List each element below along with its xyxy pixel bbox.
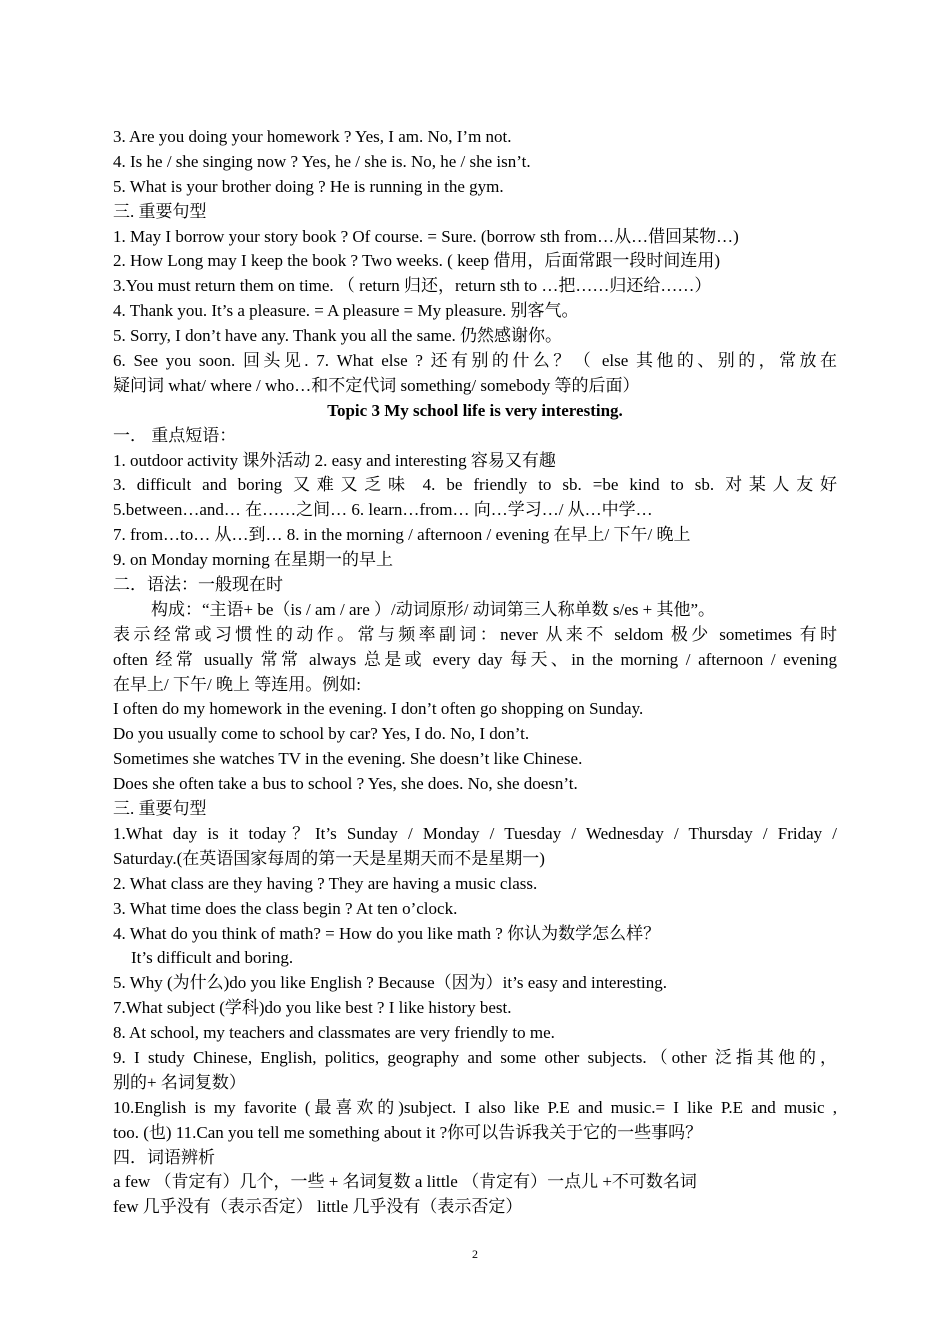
text-line: 5. What is your brother doing ? He is running in the gym.: [113, 176, 504, 196]
text-line: 1.What day is it today？It’s Sunday / Monday / Tuesday / Wednesday / Thursday / Friday /: [113, 823, 837, 843]
text-line: 3. difficult and boring 又难又乏味 4. be friendly to sb. =be kind to sb. 对某人友好: [113, 475, 837, 495]
section-heading: 四．词语辨析: [113, 1147, 215, 1167]
text-line: 4. What do you think of math? = How do you like math ? 你认为数学怎么样？: [113, 923, 661, 943]
topic-title: Topic 3 My school life is very interesting.: [327, 400, 623, 420]
text-line: 5. Why (为什么)do you like English ? Because（因为）it’s easy and interesting.: [113, 973, 667, 993]
text-line: 9. I study Chinese, English, politics, geography and some other subjects.（other 泛指其他的，: [113, 1047, 837, 1067]
text-line: 9. on Monday morning 在星期一的早上: [113, 550, 394, 570]
text-line: It’s difficult and boring.: [131, 948, 294, 968]
text-line: 3. Are you doing your homework ? Yes, I am. No, I’m not.: [113, 127, 512, 146]
section-heading: 二．语法：一般现在时: [113, 575, 283, 595]
text-line: too. (也) 11.Can you tell me something about it ?你可以告诉我关于它的一些事吗？: [113, 1122, 703, 1142]
text-line: 7. from…to… 从…到… 8. in the morning / afternoon / evening 在早上/ 下午/ 晚上: [113, 525, 691, 545]
text-line: Do you usually come to school by car? Yes, I do. No, I don’t.: [113, 724, 530, 744]
text-line: 2. How Long may I keep the book ? Two weeks. ( keep 借用，后面常跟一段时间连用): [113, 251, 721, 271]
text-line: 7.What subject (学科)do you like best ? I like history best.: [113, 998, 512, 1018]
text-line: 在早上/ 下午/ 晚上 等连用。例如:: [113, 674, 361, 694]
text-line: 2. What class are they having ? They are having a music class.: [113, 873, 538, 893]
text-line: 5.between…and… 在……之间… 6. learn…from… 向…学习…/ 从…中学…: [113, 500, 653, 520]
text-line: few 几乎没有（表示否定） little 几乎没有（表示否定）: [113, 1197, 523, 1217]
text-line: Does she often take a bus to school ? Yes, she does. No, she doesn’t.: [113, 774, 578, 794]
text-line: 5. Sorry, I don’t have any. Thank you all the same. 仍然感谢你。: [113, 326, 563, 346]
text-line: a few （肯定有）几个，一些 + 名词复数 a little （肯定有）一点儿 +不可数名词: [113, 1172, 697, 1192]
text-line: Sometimes she watches TV in the evening. She doesn’t like Chinese.: [113, 749, 583, 769]
text-line: 构成：“主语+ be（is / am / are ）/动词原形/ 动词第三人称单数 s/es + 其他”。: [151, 599, 716, 619]
text-line: I often do my homework in the evening. I don’t often go shopping on Sunday.: [113, 699, 644, 719]
text-line: 1. May I borrow your story book ? Of course. = Sure. (borrow sth from…从…借回某物…): [113, 226, 739, 246]
text-line: 3. What time does the class begin ? At ten o’clock.: [113, 898, 458, 918]
section-heading: 三. 重要句型: [113, 201, 207, 221]
text-line: 疑问词 what/ where / who…和不定代词 something/ somebody 等的后面）: [113, 375, 640, 395]
text-line: 4. Is he / she singing now ? Yes, he / she is. No, he / she isn’t.: [113, 151, 531, 171]
text-line: 表示经常或习惯性的动作。常与频率副词：never 从来不 seldom 极少 sometimes 有时: [113, 624, 837, 644]
text-line: 3.You must return them on time. （ return 归还，return sth to …把……归还给……）: [113, 276, 712, 296]
text-line: 1. outdoor activity 课外活动 2. easy and interesting 容易又有趣: [113, 450, 556, 470]
page-number: 2: [472, 1247, 478, 1261]
text-line: often 经常 usually 常常 always 总是或 every day 每天、in the morning / afternoon / evening: [113, 649, 837, 669]
section-heading: 一． 重点短语：: [113, 425, 237, 445]
text-line: 10.English is my favorite (最喜欢的)subject. I also like P.E and music.= I like P.E and music ,: [113, 1097, 837, 1117]
page-content: [113, 125, 837, 1220]
section-heading: 三. 重要句型: [113, 799, 207, 819]
text-line: 6. See you soon. 回头见. 7. What else ? 还有别的什么？（ else 其他的、别的，常放在: [113, 351, 837, 371]
text-line: 4. Thank you. It’s a pleasure. = A pleasure = My pleasure. 别客气。: [113, 301, 579, 321]
text-line: Saturday.(在英语国家每周的第一天是星期天而不是星期一): [113, 848, 545, 868]
text-line: 8. At school, my teachers and classmates are very friendly to me.: [113, 1023, 555, 1043]
text-line: 别的+ 名词复数）: [113, 1072, 246, 1092]
